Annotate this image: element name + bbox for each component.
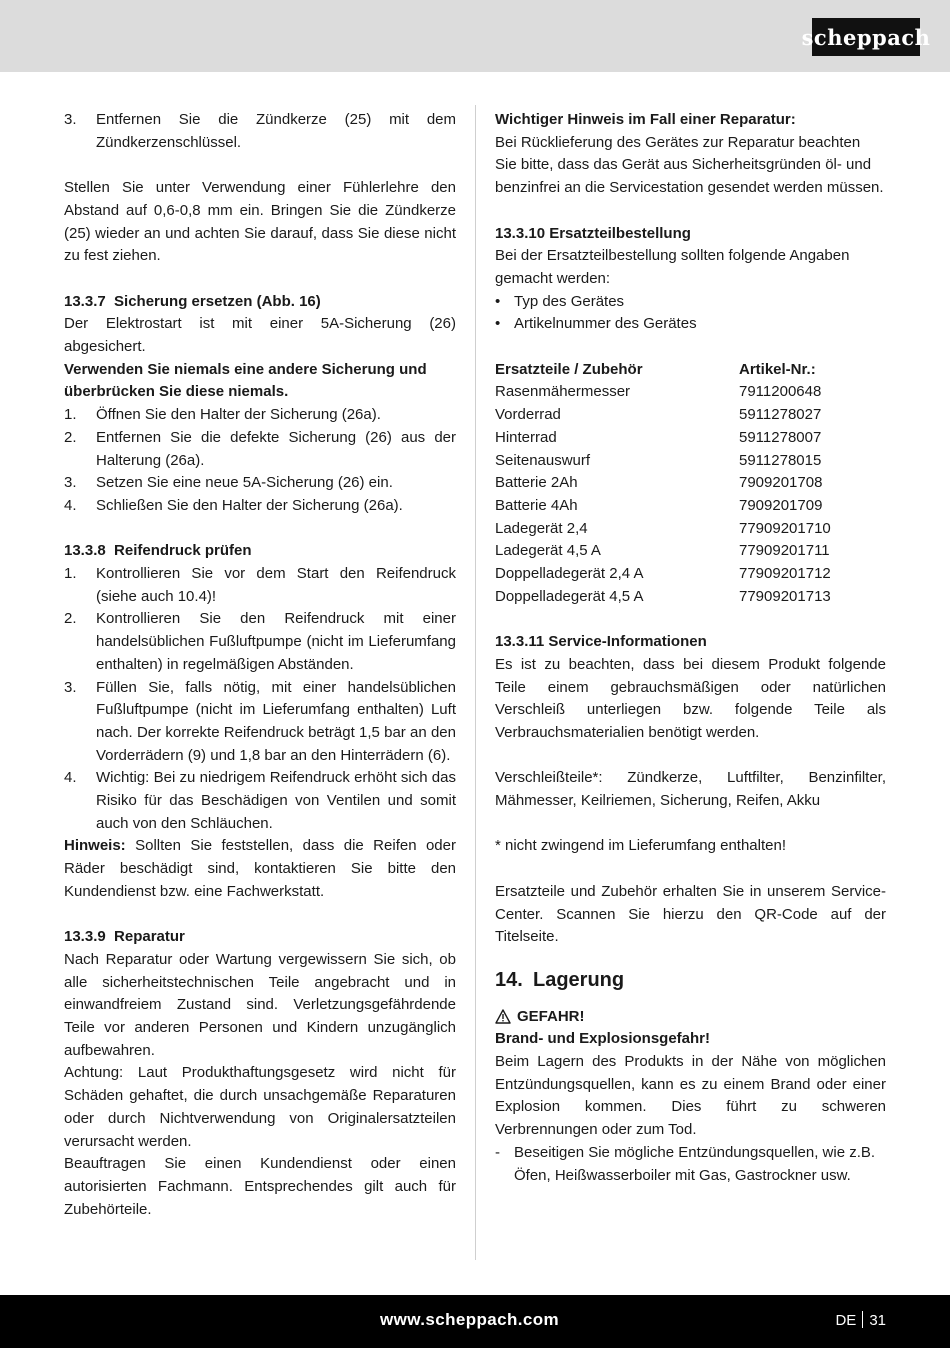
paragraph: Verschleißteile*: Zündkerze, Luftfilter, Benzinfilter, Mähmesser, Keilriemen, Sicherung, Reifen, Akku bbox=[495, 769, 886, 810]
brand-logo: scheppach bbox=[812, 18, 920, 56]
parts-table-row bbox=[495, 427, 886, 450]
list-text: Füllen Sie, falls nötig, mit einer handelsüblichen Fußluftpumpe (nicht im Lieferumfang enthalten) Luft nach. Der korrekte Reifendruck beträgt 1,5 bar an den Vorderrädern (9) und 1,8 bar an den Hinterrädern (6). bbox=[96, 678, 456, 764]
part-name: Ladegerät 4,5 A bbox=[495, 542, 601, 560]
list-item bbox=[64, 563, 456, 608]
list-item bbox=[64, 472, 456, 495]
parts-table-row bbox=[495, 404, 886, 427]
part-number: 7909201708 bbox=[739, 474, 823, 492]
paragraph: Nach Reparatur oder Wartung vergewissern Sie sich, ob alle sicherheitstechnischen Teile angebracht und in einwandfreiem Zustand sind. Verletzungsgefährdende Teile vor anderen Personen und Kindern unzugänglich aufbewahren. bbox=[64, 950, 456, 1059]
parts-table-header bbox=[495, 359, 886, 382]
section-number: 14. bbox=[495, 968, 523, 991]
part-name: Hinterrad bbox=[495, 428, 557, 446]
hint-label: Hinweis: bbox=[64, 837, 126, 855]
part-number: 5911278007 bbox=[739, 428, 822, 446]
right-column bbox=[495, 109, 886, 1187]
list-text: Wichtig: Bei zu niedrigem Reifendruck erhöht sich das Risiko für das Beschädigen von Ventilen und somit auch von den Schläuchen. bbox=[96, 769, 456, 832]
bullet-text: Typ des Gerätes bbox=[514, 292, 625, 310]
footer-bar bbox=[0, 1295, 950, 1348]
dash-item bbox=[495, 1142, 886, 1187]
section-heading-13-3-11: 13.3.11 Service-Informationen bbox=[495, 633, 707, 651]
parts-table-row bbox=[495, 540, 886, 563]
part-name: Rasenmähermesser bbox=[495, 383, 631, 401]
list-text: Entfernen Sie die Zündkerze (25) mit dem Zündkerzenschlüssel. bbox=[96, 111, 456, 151]
list-number: 1. bbox=[64, 565, 77, 583]
paragraph: Achtung: Laut Produkthaftungsgesetz wird nicht für Schäden gehaftet, die durch unsachgemäße Reparaturen oder durch Nichtverwendung von Originalersatzteilen verursacht werden. bbox=[64, 1064, 456, 1150]
list-item bbox=[64, 404, 456, 427]
part-number: 7909201709 bbox=[739, 496, 823, 514]
part-number: 5911278015 bbox=[739, 451, 822, 469]
section-heading-13-3-8: 13.3.8 Reifendruck prüfen bbox=[64, 542, 252, 560]
parts-table-row bbox=[495, 586, 886, 609]
warning-triangle-icon bbox=[495, 1009, 511, 1024]
part-name: Ladegerät 2,4 bbox=[495, 519, 588, 537]
section-heading-13-3-7: 13.3.7 Sicherung ersetzen (Abb. 16) bbox=[64, 292, 321, 310]
language-code: DE bbox=[835, 1312, 857, 1329]
website-url[interactable]: www.scheppach.com bbox=[380, 1310, 560, 1329]
bullet-mark: • bbox=[495, 292, 501, 310]
list-number: 2. bbox=[64, 428, 77, 446]
parts-table bbox=[495, 359, 886, 609]
paragraph: Bei der Ersatzteilbestellung sollten folgende Angaben gemacht werden: bbox=[495, 247, 850, 287]
list-text: Kontrollieren Sie vor dem Start den Reifendruck (siehe auch 10.4)! bbox=[96, 565, 456, 605]
list-number: 1. bbox=[64, 406, 77, 424]
list-number: 3. bbox=[64, 111, 77, 128]
paragraph: Stellen Sie unter Verwendung einer Fühlerlehre den Abstand auf 0,6-0,8 mm ein. Bringen Sie die Zündkerze (25) wieder an und achten Sie darauf, dass Sie diese nicht zu fest ziehen. bbox=[64, 179, 456, 265]
list-text: Kontrollieren Sie den Reifendruck mit einer handelsüblichen Fußluftpumpe (nicht im Lieferumfang enthalten) in regelmäßigen Abständen. bbox=[96, 610, 456, 673]
parts-table-row bbox=[495, 563, 886, 586]
paragraph: Bei Rücklieferung des Gerätes zur Reparatur beachten Sie bitte, dass das Gerät aus Sicherheitsgründen öl- und benzinfrei an die Servicestation gesendet werden müssen. bbox=[495, 133, 884, 197]
paragraph: Beim Lagern des Produkts in der Nähe von möglichen Entzündungsquellen, kann es zu einem Brand oder einer Explosion kommen. Dies führt zu schweren Verbrennungen oder zum Tod. bbox=[495, 1053, 886, 1139]
part-number: 7911200648 bbox=[739, 383, 822, 401]
bullet-item bbox=[495, 291, 886, 314]
column-divider bbox=[475, 105, 476, 1260]
hint-text: Sollten Sie feststellen, dass die Reifen oder Räder beschädigt sind, kontaktieren Sie bitte den Kundendienst bzw. eine Fachwerkstatt. bbox=[64, 837, 456, 900]
part-name: Batterie 2Ah bbox=[495, 474, 578, 492]
list-number: 3. bbox=[64, 474, 77, 492]
parts-table-row bbox=[495, 450, 886, 473]
list-number: 4. bbox=[64, 496, 77, 514]
list-item bbox=[64, 767, 456, 835]
bullet-mark: • bbox=[495, 315, 501, 333]
part-name: Batterie 4Ah bbox=[495, 496, 578, 514]
parts-col-name-header: Ersatzteile / Zubehör bbox=[495, 360, 643, 378]
danger-subtitle: Brand- und Explosionsgefahr! bbox=[495, 1030, 711, 1048]
part-name: Vorderrad bbox=[495, 406, 561, 424]
parts-table-row bbox=[495, 495, 886, 518]
part-name: Doppelladegerät 2,4 A bbox=[495, 565, 644, 583]
bullet-item bbox=[495, 313, 886, 336]
paragraph: Es ist zu beachten, dass bei diesem Produkt folgende Teile einem gebrauchsmäßigen oder natürlichen Verschleiß unterliegen bzw. folgende Teile als Verbrauchsmaterialien benötigt werden. bbox=[495, 655, 886, 741]
list-item bbox=[64, 495, 456, 518]
paragraph: Der Elektrostart ist mit einer 5A-Sicherung (26) abgesichert. bbox=[64, 315, 456, 355]
list-number: 4. bbox=[64, 769, 77, 787]
warning-text: Verwenden Sie niemals eine andere Sicherung und überbrücken Sie diese niemals. bbox=[64, 360, 427, 401]
paragraph: Beauftragen Sie einen Kundendienst oder einen autorisierten Fachmann. Entsprechendes gilt auch für Zubehörteile. bbox=[64, 1155, 456, 1218]
parts-table-row bbox=[495, 472, 886, 495]
list-number: 3. bbox=[64, 678, 77, 696]
part-name: Seitenauswurf bbox=[495, 451, 591, 469]
hint-paragraph bbox=[64, 835, 456, 903]
list-text: Schließen Sie den Halter der Sicherung (26a). bbox=[96, 496, 403, 514]
list-number: 2. bbox=[64, 610, 77, 628]
list-item bbox=[64, 608, 456, 676]
footnote: * nicht zwingend im Lieferumfang enthalten! bbox=[495, 837, 787, 855]
part-number: 77909201712 bbox=[739, 565, 831, 583]
page-number: 31 bbox=[869, 1312, 886, 1329]
parts-table-row bbox=[495, 381, 886, 404]
page-separator bbox=[862, 1311, 863, 1328]
header-bar bbox=[0, 0, 950, 72]
part-number: 77909201710 bbox=[739, 519, 831, 537]
part-name: Doppelladegerät 4,5 A bbox=[495, 587, 644, 605]
section-heading-13-3-10: 13.3.10 Ersatzteilbestellung bbox=[495, 224, 691, 242]
dash-text: Beseitigen Sie mögliche Entzündungsquellen, wie z.B. Öfen, Heißwasserboiler mit Gas, Gastrockner usw. bbox=[514, 1143, 876, 1184]
parts-col-number-header: Artikel-Nr.: bbox=[739, 360, 816, 378]
dash-mark: - bbox=[495, 1143, 500, 1161]
paragraph: Ersatzteile und Zubehör erhalten Sie in unserem Service-Center. Scannen Sie hierzu den QR-Code auf der Titelseite. bbox=[495, 882, 886, 946]
danger-label-row bbox=[495, 1006, 886, 1029]
list-item bbox=[64, 677, 456, 768]
list-item bbox=[64, 109, 456, 154]
danger-label: GEFAHR! bbox=[517, 1007, 585, 1025]
section-heading-13-3-9: 13.3.9 Reparatur bbox=[64, 928, 185, 946]
list-item bbox=[64, 427, 456, 472]
left-column bbox=[64, 109, 456, 1221]
list-text: Setzen Sie eine neue 5A-Sicherung (26) ein. bbox=[96, 474, 393, 492]
section-heading-14 bbox=[495, 969, 886, 992]
repair-note-heading: Wichtiger Hinweis im Fall einer Reparatur: bbox=[495, 111, 796, 128]
page-indicator bbox=[835, 1311, 886, 1329]
bullet-text: Artikelnummer des Gerätes bbox=[514, 315, 697, 333]
list-text: Entfernen Sie die defekte Sicherung (26) aus der Halterung (26a). bbox=[96, 428, 456, 469]
parts-table-row bbox=[495, 518, 886, 541]
section-title: Lagerung bbox=[533, 968, 625, 991]
part-number: 77909201713 bbox=[739, 587, 831, 605]
list-text: Öffnen Sie den Halter der Sicherung (26a). bbox=[96, 406, 381, 424]
part-number: 77909201711 bbox=[739, 542, 830, 560]
part-number: 5911278027 bbox=[739, 406, 822, 424]
